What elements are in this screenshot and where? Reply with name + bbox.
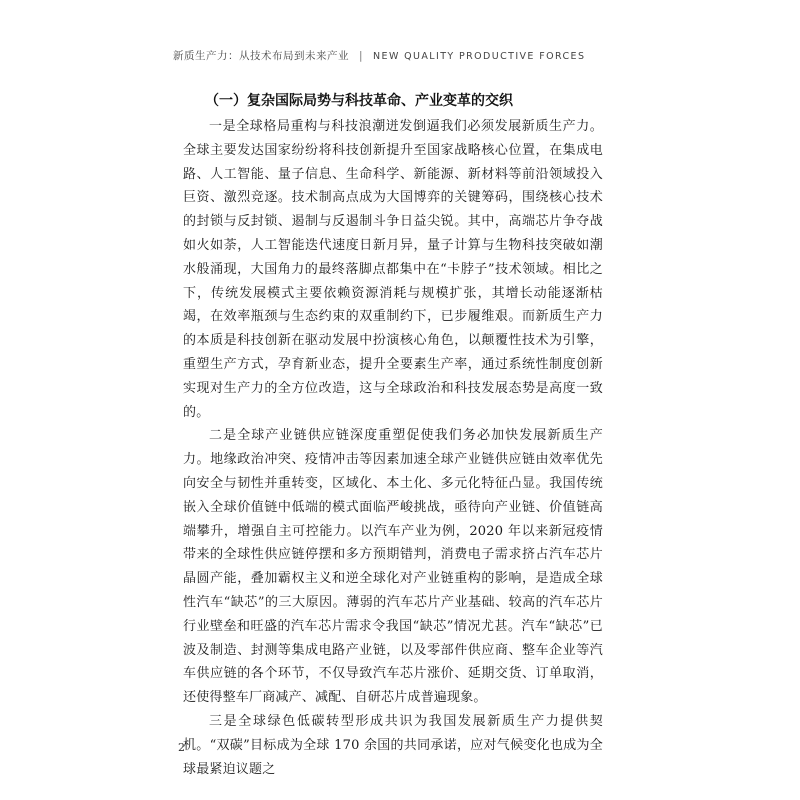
page-body [183, 90, 603, 781]
book-title: 新质生产力：从技术布局到未来产业 [173, 50, 349, 62]
header-separator: | [359, 50, 364, 62]
paragraph-3: 三是全球绿色低碳转型形成共识为我国发展新质生产力提供契机。“双碳”目标成为全球 170 余国的共同承诺，应对气候变化也成为全球最紧迫议题之 [183, 713, 603, 777]
running-header [173, 48, 613, 63]
english-title: NEW QUALITY PRODUCTIVE FORCES [373, 51, 586, 62]
paragraph-2: 二是全球产业链供应链深度重塑促使我们务必加快发展新质生产力。地缘政治冲突、疫情冲击等因素加速全球产业链供应链由效率优先向安全与韧性并重转变，区域化、本土化、多元化特征凸显。我国传统嵌入全球价值链中低端的模式面临严峻挑战，亟待向产业链、价值链高端攀升，增强自主可控能力。以汽车产业为例，2020 年以来新冠疫情带来的全球性供应链停摆和多方预期错判，消费电子需求挤占汽车芯片晶圆产能，叠加霸权主义和逆全球化对产业链重构的影响，是造成全球性汽车“缺芯”的三大原因。薄弱的汽车芯片产业基础、较高的汽车芯片行业壁垒和旺盛的汽车芯片需求令我国“缺芯”情况尤甚。汽车“缺芯”已波及制造、封测等集成电路产业链，以及零部件供应商、整车企业等汽车供应链的各个环节，不仅导致汽车芯片涨价、延期交货、订单取消，还使得整车厂商减产、减配、自研芯片成普遍现象。 [183, 428, 603, 706]
page-number: 2 [178, 741, 185, 754]
paragraph-1: 一是全球格局重构与科技浪潮迸发倒逼我们必须发展新质生产力。全球主要发达国家纷纷将科技创新提升至国家战略核心位置，在集成电路、人工智能、量子信息、生命科学、新能源、新材料等前沿领域投入巨资、激烈竞逐。技术制高点成为大国博弈的关键筹码，围绕核心技术的封锁与反封锁、遏制与反遏制斗争日益尖锐。其中，高端芯片争夺战如火如荼，人工智能迭代速度日新月异，量子计算与生物科技突破如潮水般涌现，大国角力的最终落脚点都集中在“卡脖子”技术领域。相比之下，传统发展模式主要依赖资源消耗与规模扩张，其增长动能逐渐枯竭，在效率瓶颈与生态约束的双重制约下，已步履维艰。而新质生产力的本质是科技创新在驱动发展中扮演核心角色，以颠覆性技术为引擎，重塑生产方式，孕育新业态，提升全要素生产率，通过系统性制度创新实现对生产力的全方位改造，这与全球政治和科技发展态势是高度一致的。 [183, 119, 603, 420]
section-heading: （一）复杂国际局势与科技革命、产业变革的交织 [205, 93, 513, 109]
